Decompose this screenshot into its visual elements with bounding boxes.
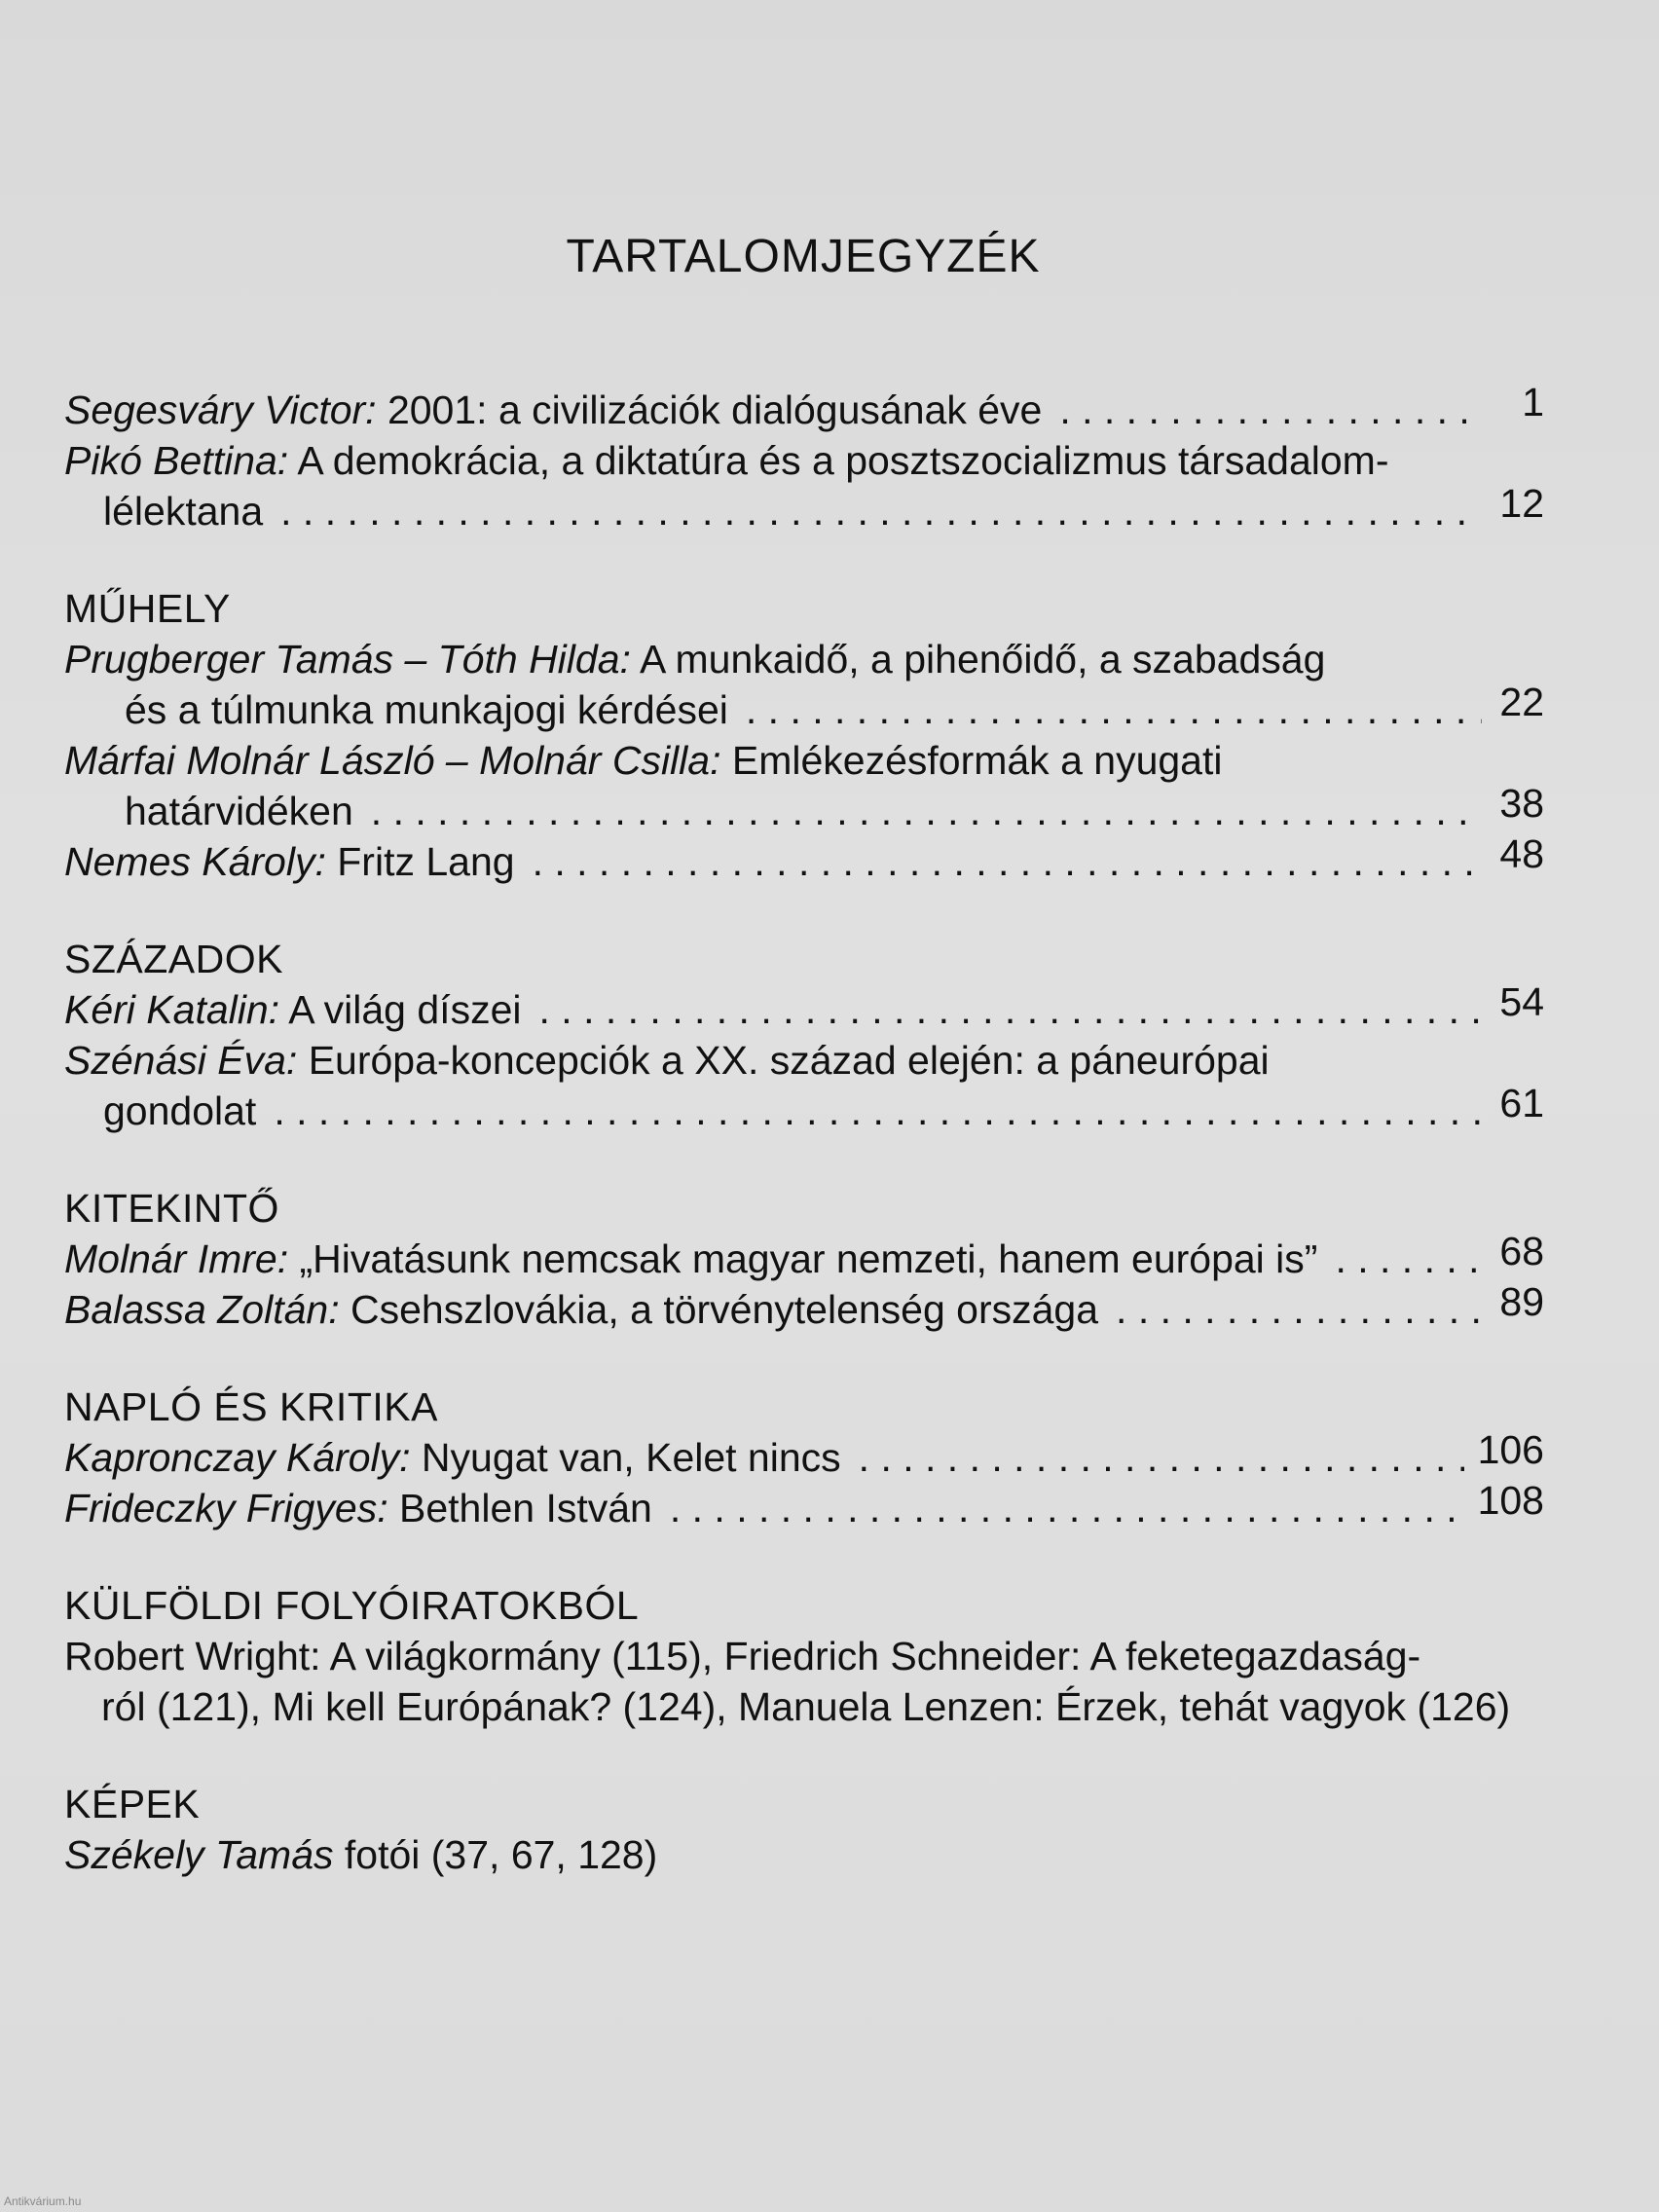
- section-heading: KÜLFÖLDI FOLYÓIRATOKBÓL: [64, 1583, 640, 1628]
- toc-entry[interactable]: [64, 1279, 1544, 1335]
- entry-author: Frideczky Frigyes:: [64, 1486, 388, 1530]
- page-number: 61: [1499, 1081, 1544, 1125]
- page-number: 12: [1499, 481, 1544, 526]
- entry-title-continued: határvidéken: [125, 789, 353, 833]
- toc-entry[interactable]: [64, 380, 1544, 435]
- dot-leader: [353, 786, 1482, 836]
- entry-title: „Hivatásunk nemcsak magyar nemzeti, hanem európai is”: [288, 1236, 1318, 1281]
- entry-title: Bethlen István: [387, 1486, 652, 1530]
- entry-author: Molnár Imre:: [64, 1236, 289, 1281]
- entry-title-continued: és a túlmunka munkajogi kérdései: [125, 687, 728, 732]
- entry-author: Kapronczay Károly:: [64, 1435, 411, 1480]
- foreign-line-1: Robert Wright: A világkormány (115), Friedrich Schneider: A feketegazdaság-: [64, 1634, 1421, 1678]
- entry-title-continued: lélektana: [103, 489, 264, 534]
- page-number: 48: [1499, 831, 1544, 876]
- entry-author: Prugberger Tamás – Tóth Hilda:: [64, 637, 631, 682]
- entry-title: Európa-koncepciók a XX. század elején: a páneurópai: [297, 1038, 1270, 1083]
- entry-title: Csehszlovákia, a törvénytelenség országa: [339, 1287, 1099, 1332]
- entry-author: Segesváry Victor:: [64, 387, 377, 432]
- page-title: TARTALOMJEGYZÉK: [566, 231, 1041, 282]
- foreign-line-2: ról (121), Mi kell Európának? (124), Manuela Lenzen: Érzek, tehát vagyok (126): [101, 1684, 1511, 1729]
- toc-entry[interactable]: [64, 979, 1544, 1035]
- toc-entry[interactable]: [64, 634, 1544, 735]
- page-number: 22: [1499, 680, 1544, 724]
- entry-author: Márfai Molnár László – Molnár Csilla:: [64, 738, 721, 783]
- dot-leader: [256, 1086, 1482, 1136]
- toc-entry[interactable]: [64, 1427, 1544, 1483]
- dot-leader: [841, 1432, 1464, 1483]
- table-of-contents: [64, 380, 1544, 1880]
- entry-title: Fritz Lang: [325, 839, 515, 884]
- dot-leader: [1042, 385, 1482, 435]
- dot-leader: [728, 684, 1482, 735]
- entry-title: 2001: a civilizációk dialógusának éve: [376, 387, 1043, 432]
- toc-entry[interactable]: [64, 831, 1544, 887]
- dot-leader: [515, 836, 1482, 887]
- section-heading: MŰHELY: [64, 586, 231, 631]
- toc-entry[interactable]: [64, 435, 1544, 536]
- dot-leader: [1317, 1234, 1482, 1284]
- entry-title-continued: gondolat: [103, 1088, 257, 1133]
- entry-title: A munkaidő, a pihenőidő, a szabadság: [630, 637, 1326, 682]
- dot-leader: [522, 984, 1483, 1035]
- dot-leader: [263, 486, 1482, 536]
- page-number: 106: [1477, 1427, 1544, 1472]
- page-number: 1: [1522, 380, 1544, 424]
- watermark: Antikvárium.hu: [4, 2194, 82, 2208]
- toc-entry[interactable]: [64, 735, 1544, 836]
- toc-entry[interactable]: [64, 1035, 1544, 1136]
- section-heading: KÉPEK: [64, 1782, 201, 1826]
- entry-author: Nemes Károly:: [64, 839, 326, 884]
- page-number: 38: [1499, 781, 1544, 826]
- entry-author: Szénási Éva:: [64, 1038, 298, 1083]
- toc-entry[interactable]: [64, 1478, 1544, 1533]
- section-heading: NAPLÓ ÉS KRITIKA: [64, 1384, 438, 1429]
- entry-author: Pikó Bettina:: [64, 438, 289, 483]
- page-number: 54: [1499, 979, 1544, 1024]
- entry-title: Emlékezésformák a nyugati: [720, 738, 1223, 783]
- page-number: 68: [1499, 1229, 1544, 1273]
- section-heading: SZÁZADOK: [64, 937, 283, 981]
- entry-title: fotói (37, 67, 128): [333, 1832, 658, 1877]
- entry-author: Balassa Zoltán:: [64, 1287, 340, 1332]
- entry-title: A világ díszei: [279, 987, 522, 1032]
- toc-entry[interactable]: [64, 1229, 1544, 1284]
- section-heading: KITEKINTŐ: [64, 1186, 279, 1231]
- page-number: 89: [1499, 1279, 1544, 1324]
- page-number: 108: [1477, 1478, 1544, 1523]
- foreign-journals-entry[interactable]: [64, 1631, 1544, 1732]
- dot-leader: [652, 1483, 1464, 1533]
- images-entry[interactable]: [64, 1829, 1544, 1880]
- entry-title: Nyugat van, Kelet nincs: [410, 1435, 841, 1480]
- entry-author: Kéri Katalin:: [64, 987, 280, 1032]
- entry-title: A demokrácia, a diktatúra és a posztszocializmus társadalom-: [288, 438, 1389, 483]
- dot-leader: [1098, 1284, 1482, 1335]
- entry-author: Székely Tamás: [64, 1832, 334, 1877]
